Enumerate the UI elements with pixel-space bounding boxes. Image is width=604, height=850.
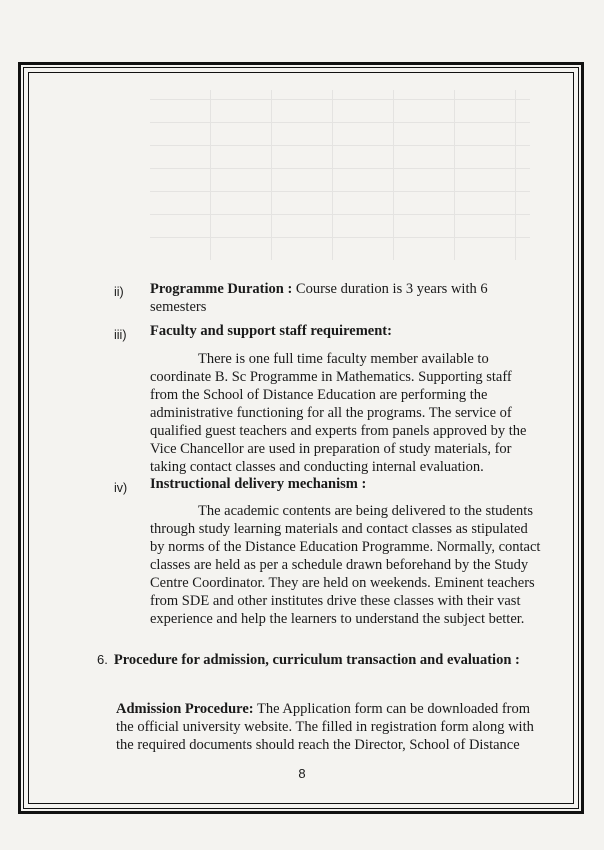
item-iv-heading: Instructional delivery mechanism :	[150, 476, 367, 492]
item-iii-line-2: coordinate B. Sc Programme in Mathematics. Supporting staff	[150, 369, 512, 385]
item-number: iv)	[114, 481, 128, 495]
item-iv-line-5: Centre Coordinator. They are held on weekends. Eminent teachers	[150, 575, 535, 591]
item-iii-line-5: qualified guest teachers and experts from panels approved by the	[150, 423, 527, 439]
admission-line-2: the official university website. The filled in registration form along with	[116, 719, 534, 735]
item-iv-line-4: classes are held as per a schedule drawn beforehand by the Study	[150, 557, 529, 573]
section-6-heading	[97, 652, 520, 669]
item-iv-line-6: from SDE and other institutes drive these classes with their vast	[150, 593, 521, 609]
section-6-title: Procedure for admission, curriculum transaction and evaluation :	[113, 652, 520, 668]
item-ii-inline-text: Course duration is 3 years with 6	[295, 281, 488, 297]
admission-line-3: the required documents should reach the Director, School of Distance	[116, 737, 520, 753]
item-iv-number	[114, 480, 127, 497]
item-iii-line-1: There is one full time faculty member available to	[198, 351, 489, 367]
admission-label: Admission Procedure:	[116, 701, 254, 717]
item-iii-line-6: Vice Chancellor are used in preparation of study materials, for	[150, 441, 512, 457]
item-iv-line-1: The academic contents are being delivered to the students	[198, 503, 533, 519]
section-6-number: 6.	[97, 652, 108, 667]
item-ii-heading: Programme Duration :	[150, 281, 293, 297]
admission-line-1	[116, 700, 530, 718]
item-iv-line-3: by norms of the Distance Education Programme. Normally, contact	[150, 539, 541, 555]
item-ii-number	[114, 284, 124, 301]
item-number: iii)	[114, 328, 127, 342]
item-iii-line-4: administrative functioning for all the programs. The service of	[150, 405, 512, 421]
item-ii-continuation: semesters	[150, 299, 207, 316]
item-iii-line-7: taking contact classes and conducting internal evaluation.	[150, 459, 484, 475]
page-number: 8	[298, 766, 306, 781]
admission-text-1: The Application form can be downloaded from	[257, 701, 531, 717]
item-iii-line-3: from the School of Distance Education are performing the	[150, 387, 488, 403]
item-iii-heading: Faculty and support staff requirement:	[150, 323, 392, 339]
item-number: ii)	[114, 285, 124, 299]
item-iv-line-2: through study learning materials and contact classes as stipulated	[150, 521, 528, 537]
item-iv-line-7: experience and help the learners to understand the subject better.	[150, 611, 525, 627]
item-ii-text	[150, 280, 550, 316]
item-iii-number	[114, 327, 127, 344]
